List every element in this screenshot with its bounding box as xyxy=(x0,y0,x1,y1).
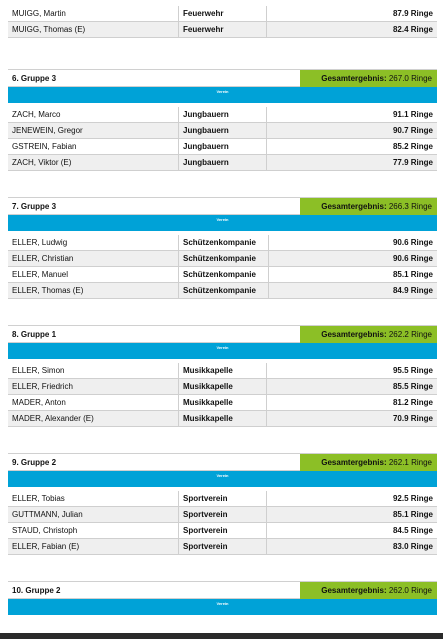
club-name: Jungbauern xyxy=(179,107,267,122)
group-total: Gesamtergebnis: 262.1 Ringe xyxy=(300,454,437,471)
table-row xyxy=(8,155,437,171)
table-row xyxy=(8,379,437,395)
shooter-score: 70.9 Ringe xyxy=(392,414,433,423)
group-title: 9. Gruppe 2 xyxy=(12,457,57,467)
club-name: Sportverein xyxy=(179,539,267,554)
table-row xyxy=(8,283,437,299)
shooter-name: MADER, Anton xyxy=(8,395,179,410)
shooter-name: ELLER, Tobias xyxy=(8,491,179,506)
club-name: Sportverein xyxy=(179,507,267,522)
group-section xyxy=(8,69,437,171)
group-section xyxy=(8,197,437,299)
club-name: Sportverein xyxy=(179,523,267,538)
column-header-bar: Verein xyxy=(8,471,437,487)
table-row xyxy=(8,539,437,555)
shooter-name: MUIGG, Thomas (E) xyxy=(8,22,179,37)
table-row xyxy=(8,491,437,507)
shooter-name: ELLER, Fabian (E) xyxy=(8,539,179,554)
table-row xyxy=(8,411,437,427)
page-bottom-bar xyxy=(0,633,443,639)
table-row xyxy=(8,107,437,123)
column-header-bar: Verein xyxy=(8,87,437,103)
shooter-name: MUIGG, Martin xyxy=(8,6,179,21)
group-section xyxy=(8,325,437,427)
shooter-score: 85.1 Ringe xyxy=(392,510,433,519)
club-name: Jungbauern xyxy=(179,139,267,154)
table-row xyxy=(8,123,437,139)
shooter-name: ELLER, Ludwig xyxy=(8,235,179,250)
shooter-name: ZACH, Marco xyxy=(8,107,179,122)
club-name: Schützenkompanie xyxy=(179,235,269,250)
shooter-score: 85.5 Ringe xyxy=(392,382,433,391)
table-row xyxy=(8,523,437,539)
shooter-name: GUTTMANN, Julian xyxy=(8,507,179,522)
shooter-score: 82.4 Ringe xyxy=(392,25,433,34)
shooter-name: ELLER, Simon xyxy=(8,363,179,378)
shooter-score: 85.1 Ringe xyxy=(392,270,433,279)
shooter-score: 91.1 Ringe xyxy=(392,110,433,119)
shooter-name: JENEWEIN, Gregor xyxy=(8,123,179,138)
group-header xyxy=(8,453,437,471)
group-header xyxy=(8,325,437,343)
group-header xyxy=(8,69,437,87)
shooter-name: ELLER, Christian xyxy=(8,251,179,266)
shooter-name: ELLER, Friedrich xyxy=(8,379,179,394)
shooter-name: ZACH, Viktor (E) xyxy=(8,155,179,170)
club-name: Musikkapelle xyxy=(179,395,267,410)
shooter-score: 83.0 Ringe xyxy=(392,542,433,551)
shooter-score: 90.6 Ringe xyxy=(392,238,433,247)
group-title: 7. Gruppe 3 xyxy=(12,201,57,211)
club-name: Jungbauern xyxy=(179,155,267,170)
shooter-name: STAUD, Christoph xyxy=(8,523,179,538)
club-name: Musikkapelle xyxy=(179,363,267,378)
group-total: Gesamtergebnis: 266.3 Ringe xyxy=(300,198,437,215)
shooter-name: ELLER, Manuel xyxy=(8,267,179,282)
club-name: Musikkapelle xyxy=(179,411,267,426)
shooter-name: GSTREIN, Fabian xyxy=(8,139,179,154)
group-total: Gesamtergebnis: 262.0 Ringe xyxy=(300,582,437,599)
shooter-name: MADER, Alexander (E) xyxy=(8,411,179,426)
club-name: Schützenkompanie xyxy=(179,283,269,298)
column-header-bar: Verein xyxy=(8,215,437,231)
group-title: 8. Gruppe 1 xyxy=(12,329,57,339)
table-row xyxy=(8,251,437,267)
club-name: Schützenkompanie xyxy=(179,267,269,282)
table-row xyxy=(8,6,437,22)
group-header xyxy=(8,581,437,599)
group-title: 6. Gruppe 3 xyxy=(12,73,57,83)
table-row xyxy=(8,395,437,411)
table-row xyxy=(8,235,437,251)
shooter-score: 85.2 Ringe xyxy=(392,142,433,151)
group-total: Gesamtergebnis: 267.0 Ringe xyxy=(300,70,437,87)
table-row xyxy=(8,139,437,155)
shooter-score: 87.9 Ringe xyxy=(392,9,433,18)
shooter-score: 92.5 Ringe xyxy=(392,494,433,503)
group-header xyxy=(8,197,437,215)
table-row xyxy=(8,22,437,38)
group-total: Gesamtergebnis: 262.2 Ringe xyxy=(300,326,437,343)
group-title: 10. Gruppe 2 xyxy=(12,585,61,595)
club-name: Sportverein xyxy=(179,491,267,506)
shooter-name: ELLER, Thomas (E) xyxy=(8,283,179,298)
shooter-score: 90.7 Ringe xyxy=(392,126,433,135)
club-name: Jungbauern xyxy=(179,123,267,138)
column-header-bar: Verein xyxy=(8,343,437,359)
table-row xyxy=(8,363,437,379)
column-header-bar: Verein xyxy=(8,599,437,615)
shooter-score: 81.2 Ringe xyxy=(392,398,433,407)
shooter-score: 84.5 Ringe xyxy=(392,526,433,535)
shooter-score: 95.5 Ringe xyxy=(392,366,433,375)
club-name: Feuerwehr xyxy=(179,22,267,37)
top-rows xyxy=(8,6,437,38)
shooter-score: 84.9 Ringe xyxy=(392,286,433,295)
group-section xyxy=(8,453,437,555)
club-name: Schützenkompanie xyxy=(179,251,269,266)
shooter-score: 77.9 Ringe xyxy=(392,158,433,167)
table-row xyxy=(8,507,437,523)
group-section xyxy=(8,581,437,615)
shooter-score: 90.6 Ringe xyxy=(392,254,433,263)
club-name: Feuerwehr xyxy=(179,6,267,21)
club-name: Musikkapelle xyxy=(179,379,267,394)
table-row xyxy=(8,267,437,283)
